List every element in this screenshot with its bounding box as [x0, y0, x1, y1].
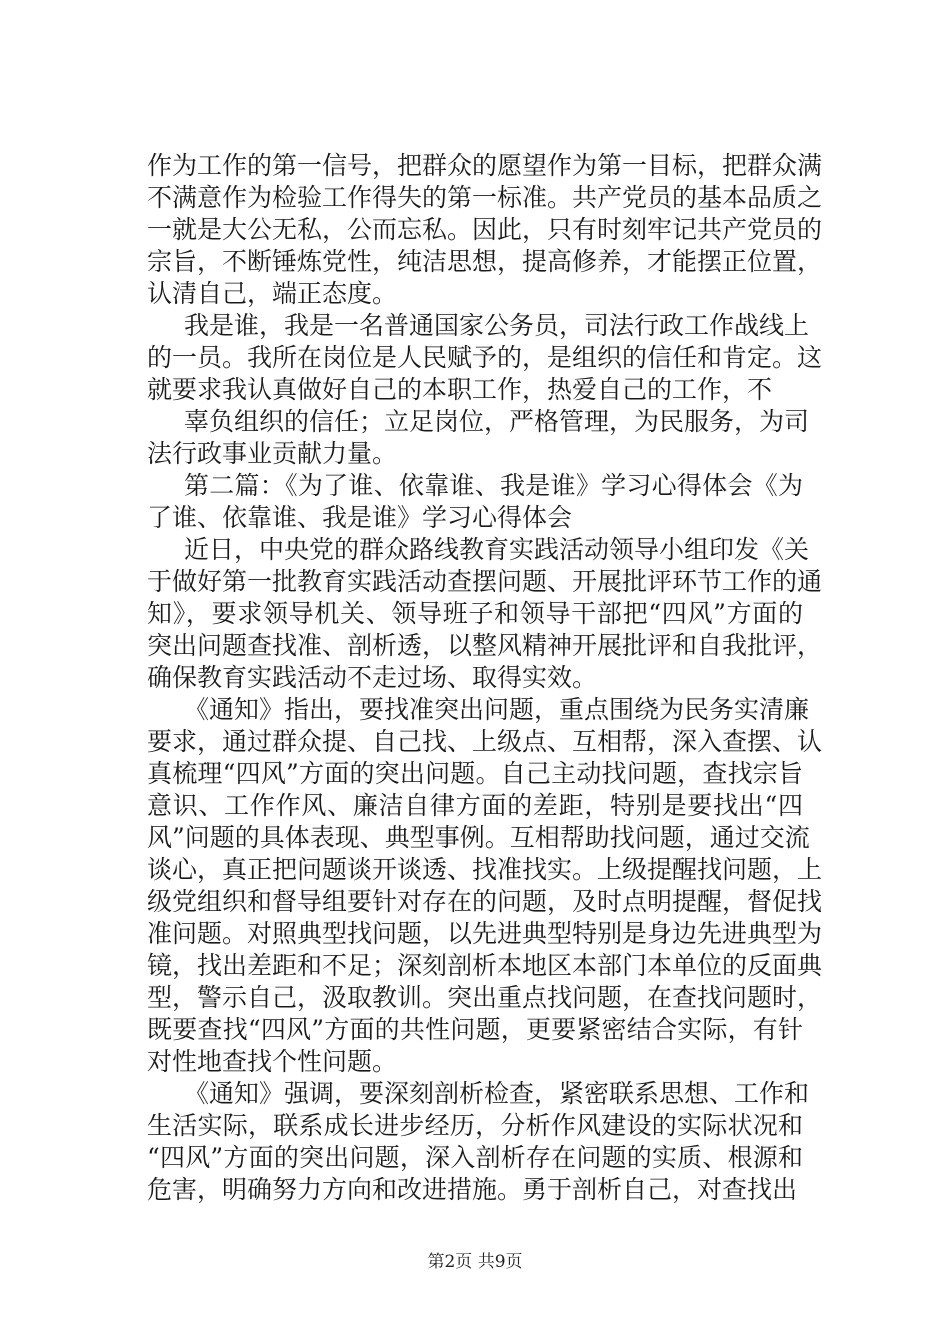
text-line: 级党组织和督导组要针对存在的问题，及时点明提醒，督促找 [147, 887, 823, 916]
text-line: 要求，通过群众提、自己找、上级点、互相帮，深入查摆、认 [147, 727, 823, 756]
document-body [147, 150, 823, 1206]
text-line: 意识、工作作风、廉洁自律方面的差距，特别是要找出“四 [147, 791, 803, 820]
text-line: 确保教育实践活动不走过场、取得实效。 [147, 663, 598, 692]
text-line: 生活实际，联系成长进步经历，分析作风建设的实际状况和 [147, 1111, 803, 1140]
text-line: 准问题。对照典型找问题，以先进典型特别是身边先进典型为 [147, 919, 823, 948]
text-line: 知》，要求领导机关、领导班子和领导干部把“四风”方面的 [147, 599, 803, 628]
text-line: 作为工作的第一信号，把群众的愿望作为第一目标，把群众满 [147, 151, 823, 180]
text-line: 近日，中央党的群众路线教育实践活动领导小组印发《关 [184, 535, 810, 564]
text-line: 型，警示自己，汲取教训。突出重点找问题，在查找问题时， [147, 983, 823, 1012]
text-line: 认清自己，端正态度。 [147, 279, 398, 308]
page-footer: 第2页 共9页 [427, 1252, 523, 1272]
text-line: 镜，找出差距和不足；深刻剖析本地区本部门本单位的反面典 [147, 951, 823, 980]
text-line: 了谁、依靠谁、我是谁》学习心得体会 [147, 503, 573, 532]
text-line: 不满意作为检验工作得失的第一标准。共产党员的基本品质之 [147, 183, 823, 212]
text-line: 危害，明确努力方向和改进措施。勇于剖析自己，对查找出 [147, 1175, 798, 1204]
text-line: 的一员。我所在岗位是人民赋予的，是组织的信任和肯定。这 [147, 343, 823, 372]
text-line: 于做好第一批教育实践活动查摆问题、开展批评环节工作的通 [147, 567, 823, 596]
text-line: 真梳理“四风”方面的突出问题。自己主动找问题，查找宗旨 [147, 759, 803, 788]
text-line: 辜负组织的信任；立足岗位，严格管理，为民服务，为司 [184, 407, 810, 436]
text-line: 《通知》指出，要找准突出问题，重点围绕为民务实清廉 [184, 695, 810, 724]
text-line: 风”问题的具体表现、典型事例。互相帮助找问题，通过交流 [147, 823, 810, 852]
text-line: 法行政事业贡献力量。 [147, 439, 398, 468]
text-line: 突出问题查找准、剖析透，以整风精神开展批评和自我批评， [147, 631, 823, 660]
text-line: 对性地查找个性问题。 [147, 1047, 398, 1076]
text-line: 宗旨，不断锤炼党性，纯洁思想，提高修养，才能摆正位置， [147, 247, 823, 276]
text-line: 《通知》强调，要深刻剖析检查，紧密联系思想、工作和 [184, 1079, 810, 1108]
text-line: 我是谁，我是一名普通国家公务员，司法行政工作战线上 [184, 311, 810, 340]
text-line: 谈心，真正把问题谈开谈透、找准找实。上级提醒找问题，上 [147, 855, 823, 884]
text-line: “四风”方面的突出问题，深入剖析存在问题的实质、根源和 [147, 1143, 803, 1172]
text-line: 既要查找“四风”方面的共性问题，更要紧密结合实际，有针 [147, 1015, 803, 1044]
text-line: 一就是大公无私，公而忘私。因此，只有时刻牢记共产党员的 [147, 215, 823, 244]
text-line: 就要求我认真做好自己的本职工作，热爱自己的工作，不 [147, 375, 773, 404]
text-line: 第二篇：《为了谁、依靠谁、我是谁》学习心得体会《为 [184, 471, 803, 500]
